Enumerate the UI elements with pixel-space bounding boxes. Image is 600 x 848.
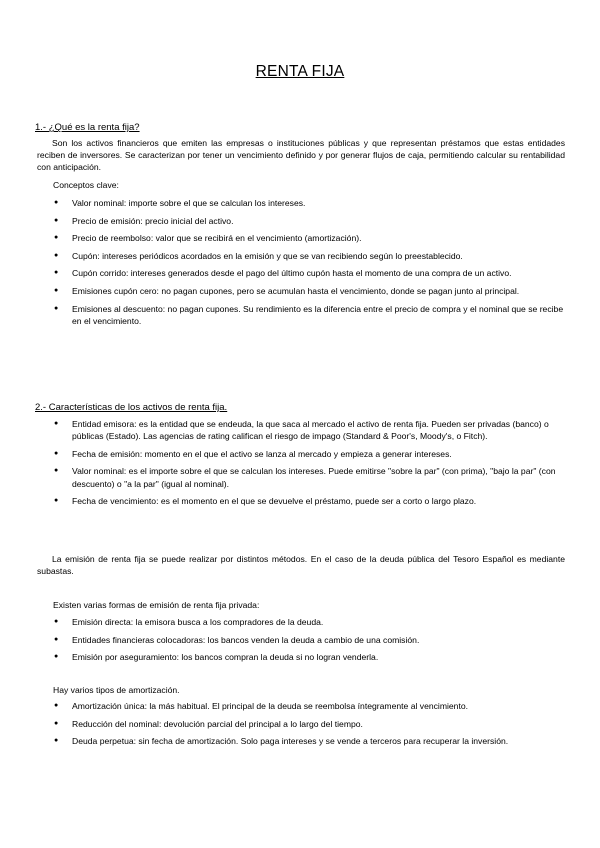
list-item: ● Emisiones al descuento: no pagan cupones. Su rendimiento es la diferencia entre el precio de compra y el nominal que se recibe en el vencimiento. bbox=[53, 303, 568, 328]
amortization-label: Hay varios tipos de amortización. bbox=[53, 685, 180, 695]
list-item: ● Amortización única: la más habitual. El principal de la deuda se reembolsa íntegramente al vencimiento. bbox=[53, 700, 568, 712]
list-item: ● Fecha de vencimiento: es el momento en el que se devuelve el préstamo, puede ser a corto o largo plazo. bbox=[53, 495, 568, 507]
private-emission-label: Existen varias formas de emisión de renta fija privada: bbox=[53, 600, 260, 610]
private-forms-list bbox=[53, 616, 568, 669]
list-item: ● Precio de reembolso: valor que se recibirá en el vencimiento (amortización). bbox=[53, 232, 568, 244]
list-item: ● Cupón: intereses periódicos acordados en la emisión y que se van recibiendo según lo preestablecido. bbox=[53, 250, 568, 262]
concepts-label: Conceptos clave: bbox=[53, 180, 119, 190]
list-item: ● Emisión directa: la emisora busca a los compradores de la deuda. bbox=[53, 616, 568, 628]
list-item: ● Deuda perpetua: sin fecha de amortización. Solo paga intereses y se vende a terceros para recuperar la inversión. bbox=[53, 735, 568, 747]
public-debt-paragraph: La emisión de renta fija se puede realizar por distintos métodos. En el caso de la deuda pública del Tesoro Español es mediante subastas. bbox=[37, 554, 565, 577]
section-1-heading: 1.- ¿Qué es la renta fija? bbox=[35, 122, 140, 133]
concepts-list bbox=[53, 197, 568, 332]
list-item: ● Entidades financieras colocadoras: los bancos venden la deuda a cambio de una comisión. bbox=[53, 634, 568, 646]
amortization-list bbox=[53, 700, 568, 753]
list-item: ● Reducción del nominal: devolución parcial del principal a lo largo del tiempo. bbox=[53, 718, 568, 730]
list-item: ● Entidad emisora: es la entidad que se endeuda, la que saca al mercado el activo de renta fija. Pueden ser privadas (banco) o públicas (Estado). Las agencias de rating califican el riesgo de impago (Standard & Poor's, Moody's, o Fitch). bbox=[53, 418, 568, 443]
list-item: ● Emisiones cupón cero: no pagan cupones, pero se acumulan hasta el vencimiento, donde se pagan junto al principal. bbox=[53, 285, 568, 297]
characteristics-list bbox=[53, 418, 568, 513]
section-1-intro: Son los activos financieros que emiten las empresas o instituciones públicas y que representan préstamos que estas entidades reciben de inversores. Se caracterizan por tener un vencimiento definido y por generar flujos de caja, permitiendo calcular su rentabilidad con anticipación. bbox=[37, 138, 565, 173]
list-item: ● Cupón corrido: intereses generados desde el pago del último cupón hasta el momento de una compra de un activo. bbox=[53, 267, 568, 279]
list-item: ● Precio de emisión: precio inicial del activo. bbox=[53, 215, 568, 227]
list-item: ● Valor nominal: importe sobre el que se calculan los intereses. bbox=[53, 197, 568, 209]
list-item: ● Emisión por aseguramiento: los bancos compran la deuda si no logran venderla. bbox=[53, 651, 568, 663]
list-item: ● Valor nominal: es el importe sobre el que se calculan los intereses. Puede emitirse "sobre la par" (con prima), "bajo la par" (con descuento) o "a la par" (igual al nominal). bbox=[53, 465, 568, 490]
section-2-heading: 2.- Características de los activos de renta fija. bbox=[35, 402, 228, 413]
list-item: ● Fecha de emisión: momento en el que el activo se lanza al mercado y empieza a generar intereses. bbox=[53, 448, 568, 460]
document-title: RENTA FIJA bbox=[255, 63, 345, 80]
